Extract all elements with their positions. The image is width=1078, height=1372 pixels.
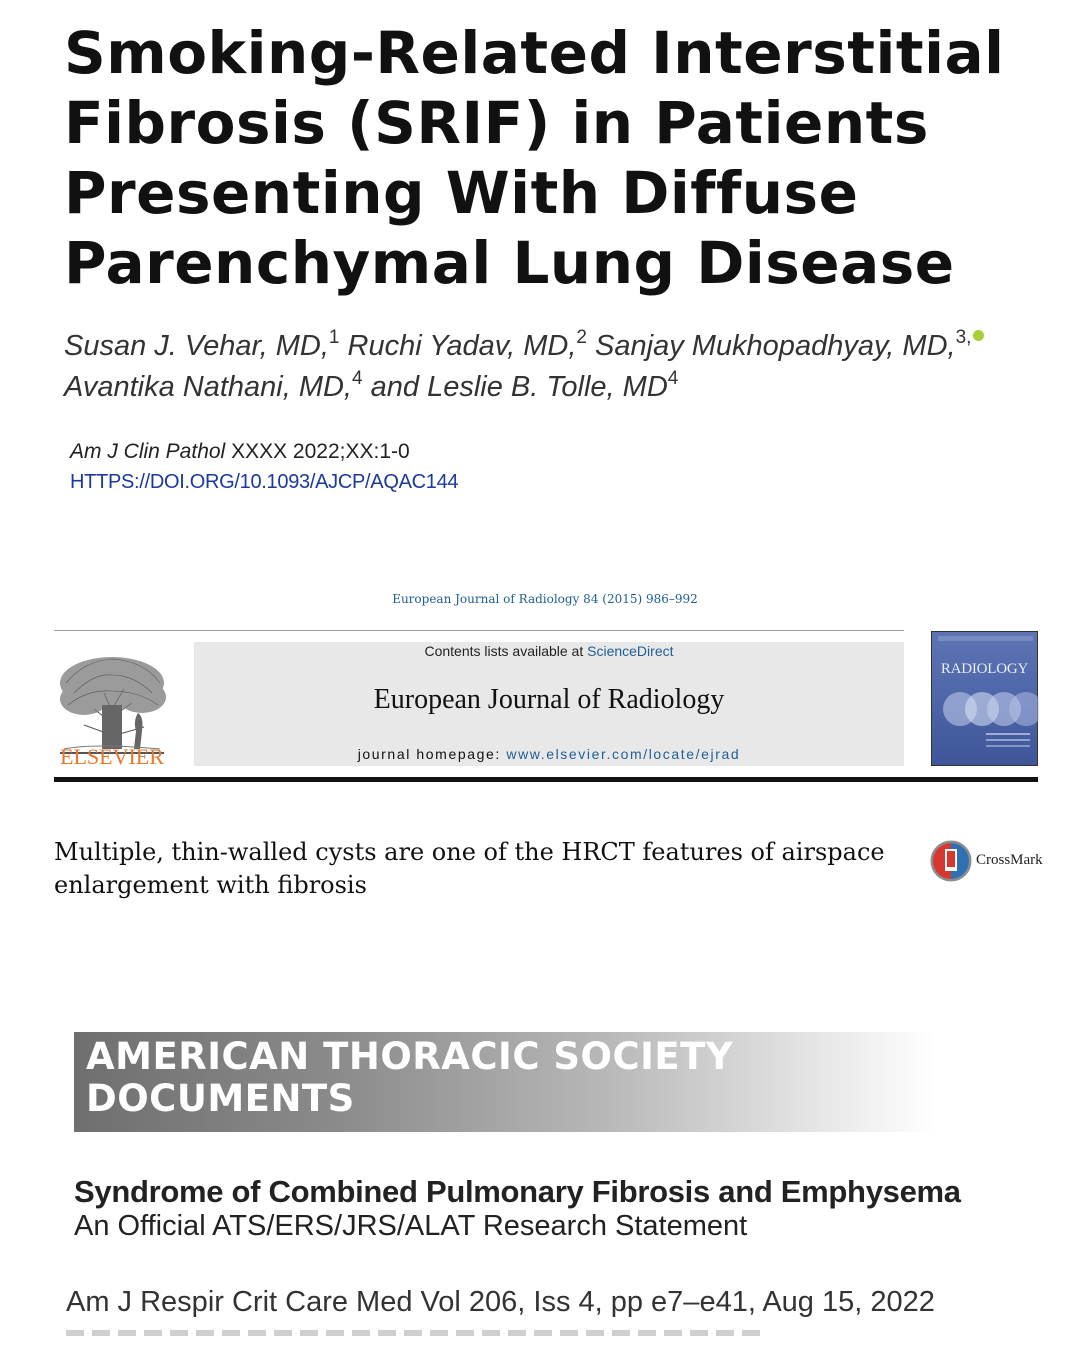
paper3-title: Syndrome of Combined Pulmonary Fibrosis and Emphysema	[74, 1174, 961, 1209]
crossmark-label[interactable]: CrossMark	[976, 852, 1043, 868]
author-name: and Leslie B. Tolle, MD	[362, 371, 668, 403]
paper2-top-reference[interactable]: European Journal of Radiology 84 (2015) 986–992	[392, 592, 698, 606]
paper1-doi-link[interactable]: HTTPS://DOI.ORG/10.1093/AJCP/AQAC144	[70, 471, 459, 493]
author-name: Avantika Nathani, MD,	[64, 371, 352, 403]
author-affiliation: 3,	[955, 327, 972, 348]
paper2-journal-name: European Journal of Radiology	[373, 684, 725, 715]
paper3-subtitle: An Official ATS/ERS/JRS/ALAT Research Statement	[74, 1210, 748, 1242]
paper1-citation-details: XXXX 2022;XX:1-0	[225, 440, 410, 463]
paper1-title-line: Smoking-Related Interstitial	[64, 19, 1005, 87]
paper2-homepage-prefix: journal homepage:	[357, 746, 507, 762]
ats-banner-line: AMERICAN THORACIC SOCIETY	[86, 1035, 734, 1078]
author-affiliation: 4	[667, 368, 679, 389]
paper3-citation: Am J Respir Crit Care Med Vol 206, Iss 4, pp e7–e41, Aug 15, 2022	[66, 1286, 935, 1318]
paper1-authors-line	[64, 326, 1044, 367]
paper2-homepage-line	[194, 746, 904, 762]
paper1-citation-journal: Am J Clin Pathol	[70, 440, 226, 463]
elsevier-wordmark: ELSEVIER	[60, 744, 164, 769]
paper2-masthead-rule	[54, 777, 1038, 782]
paper1-title-line: Fibrosis (SRIF) in Patients	[64, 89, 929, 157]
journal-cover-art	[932, 632, 1039, 767]
paper2-contents-line	[194, 642, 904, 660]
cropped-text-line	[66, 1330, 766, 1336]
author-name: Sanjay Mukhopadhyay, MD,	[586, 330, 956, 362]
paper1-authors-line	[64, 367, 1044, 408]
author-name: Ruchi Yadav, MD,	[339, 330, 577, 362]
crossmark-icon[interactable]	[930, 840, 972, 882]
author-affiliation: 2	[576, 327, 587, 348]
paper1-title-line: Presenting With Diffuse	[64, 159, 859, 227]
orcid-icon[interactable]	[973, 330, 984, 341]
ats-banner-line: DOCUMENTS	[86, 1077, 355, 1120]
paper1-title	[64, 18, 1005, 298]
paper1-authors	[64, 326, 1044, 408]
paper1-title-line: Parenchymal Lung Disease	[64, 229, 955, 297]
journal-cover-label: RADIOLOGY	[940, 661, 1029, 677]
paper2-article-title: Multiple, thin-walled cysts are one of the HRCT features of airspace enlargement with fibrosis	[54, 838, 885, 899]
author-affiliation: 1	[328, 327, 340, 348]
paper2-contents-prefix: Contents lists available at	[424, 643, 588, 659]
author-affiliation: 4	[352, 368, 363, 389]
ats-banner-text	[86, 1036, 846, 1120]
author-name: Susan J. Vehar, MD,	[64, 330, 329, 362]
journal-homepage-link[interactable]: www.elsevier.com/locate/ejrad	[506, 746, 741, 762]
paper2-header-rule	[54, 630, 904, 631]
sciencedirect-link[interactable]: ScienceDirect	[587, 643, 674, 659]
journal-cover-thumbnail[interactable]	[931, 631, 1038, 766]
paper1-citation	[70, 437, 410, 467]
